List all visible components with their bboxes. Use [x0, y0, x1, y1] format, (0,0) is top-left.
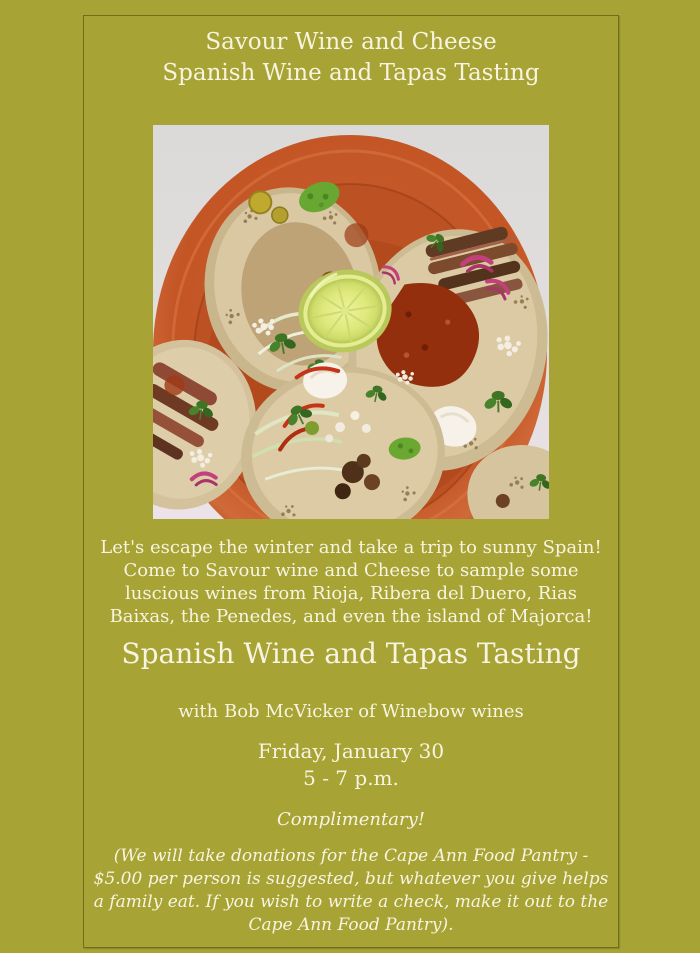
event-price: Complimentary! [277, 809, 425, 830]
intro-paragraph: Let's escape the winter and take a trip to sunny Spain! Come to Savour wine and Cheese to sample some luscious wines from Rioja, Ribera del Duero, Rias Baixas, the Penedes, and even the island of Majorca! [100, 537, 602, 627]
event-time: 5 - 7 p.m. [303, 766, 399, 790]
tacos-photo-illustration [153, 125, 549, 519]
donation-note: (We will take donations for the Cape Ann Food Pantry - $5.00 per person is suggested, but whatever you give helps a family eat. If you wish to write a check, make it out to the Cape Ann Food Pantry). [93, 846, 609, 935]
event-host: with Bob McVicker of Winebow wines [178, 701, 524, 722]
flyer-frame [83, 15, 619, 948]
title-line-1: Savour Wine and Cheese [205, 29, 497, 55]
tacos-photo [153, 125, 549, 519]
title-line-2: Spanish Wine and Tapas Tasting [162, 60, 540, 86]
event-when [84, 738, 618, 792]
event-heading: Spanish Wine and Tapas Tasting [121, 637, 581, 670]
event-date: Friday, January 30 [257, 739, 445, 763]
page-title [84, 27, 618, 89]
